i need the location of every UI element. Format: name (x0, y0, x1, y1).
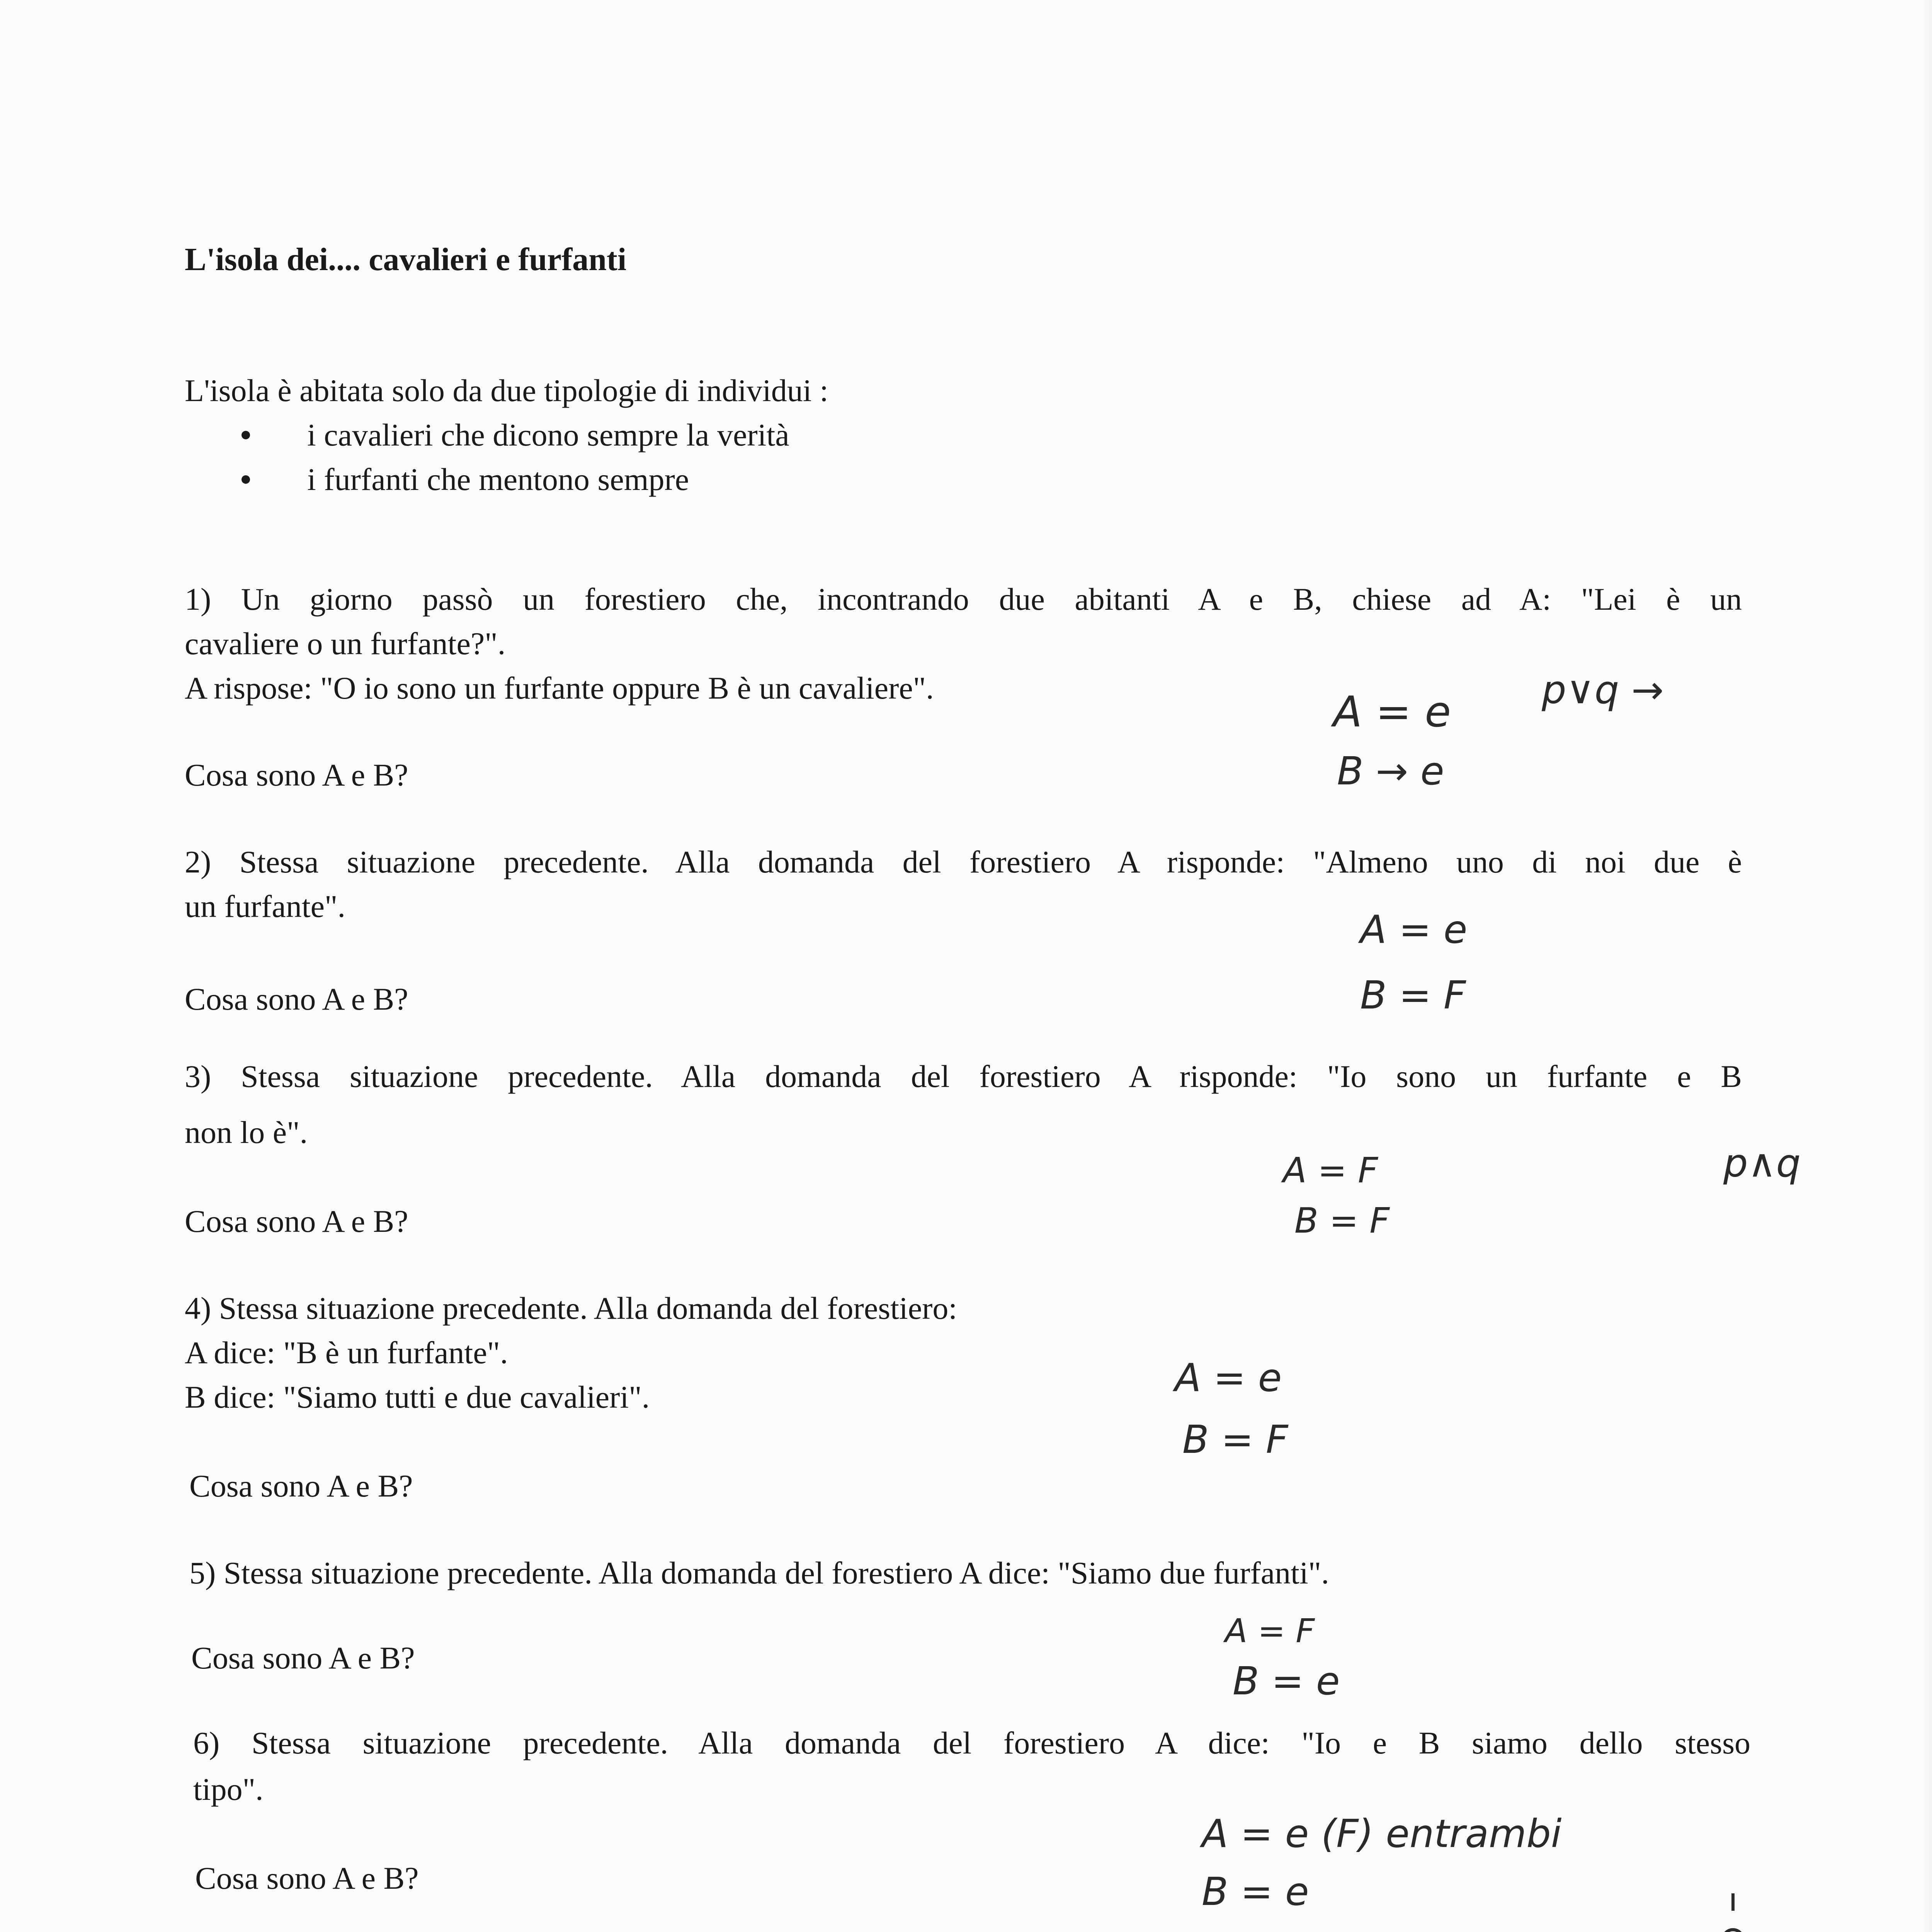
intro-bullet-knaves: i furfanti che mentono sempre (307, 462, 689, 497)
note-p3-a: A = F (1283, 1150, 1378, 1191)
problem-1-question: Cosa sono A e B? (185, 757, 408, 793)
note-p5-b: B = e (1233, 1658, 1340, 1704)
sun-doodle-icon (1694, 1893, 1774, 1932)
problem-4-line-3: B dice: "Siamo tutti e due cavalieri". (185, 1379, 650, 1415)
note-p6-b: B = e (1202, 1869, 1309, 1914)
note-p5-a: A = F (1225, 1612, 1315, 1650)
note-p6-a: A = e (F) entrambi (1202, 1811, 1562, 1856)
problem-1-line-2: cavaliere o un furfante?". (185, 626, 506, 661)
problem-3-line-1: 3) Stessa situazione precedente. Alla domanda del forestiero A risponde: "Io sono un furfante e B (185, 1059, 1742, 1094)
problem-6-line-2: tipo". (193, 1772, 264, 1807)
problem-3-question: Cosa sono A e B? (185, 1204, 408, 1239)
problem-5-line-1: 5) Stessa situazione precedente. Alla domanda del forestiero A dice: "Siamo due furfanti". (189, 1555, 1329, 1590)
problem-2-line-2: un furfante". (185, 889, 345, 924)
problem-1-line-1: 1) Un giorno passò un forestiero che, incontrando due abitanti A e B, chiese ad A: "Lei è un (185, 582, 1742, 617)
problem-6-question: Cosa sono A e B? (195, 1861, 419, 1896)
problem-2-line-1: 2) Stessa situazione precedente. Alla domanda del forestiero A risponde: "Almeno uno di noi due è (185, 844, 1742, 879)
problem-1-line-3: A rispose: "O io sono un furfante oppure B è un cavaliere". (185, 670, 934, 706)
note-p1-formula: p∨q → (1542, 667, 1664, 713)
problem-2-question: Cosa sono A e B? (185, 981, 408, 1017)
intro-bullet-knights: i cavalieri che dicono sempre la verità (307, 417, 789, 452)
note-p3-formula: p∧q (1723, 1141, 1801, 1186)
note-p3-b: B = F (1294, 1201, 1390, 1241)
note-p1-b: B → e (1337, 748, 1444, 794)
note-p4-b: B = F (1182, 1417, 1288, 1462)
note-p2-b: B = F (1360, 973, 1466, 1018)
note-p4-a: A = e (1175, 1355, 1282, 1400)
note-p1-a: A = e (1333, 687, 1451, 736)
note-p2-a: A = e (1360, 907, 1468, 952)
problem-4-line-1: 4) Stessa situazione precedente. Alla domanda del forestiero: (185, 1291, 957, 1326)
page-title: L'isola dei.... cavalieri e furfanti (185, 242, 627, 277)
problem-4-line-2: A dice: "B è un furfante". (185, 1335, 508, 1370)
intro-lead: L'isola è abitata solo da due tipologie di individui : (185, 373, 828, 408)
problem-5-question: Cosa sono A e B? (191, 1640, 415, 1675)
problem-6-line-1: 6) Stessa situazione precedente. Alla domanda del forestiero A dice: "Io e B siamo dello stesso (193, 1725, 1750, 1760)
problem-3-line-2: non lo è". (185, 1115, 308, 1150)
problem-4-question: Cosa sono A e B? (189, 1468, 413, 1503)
